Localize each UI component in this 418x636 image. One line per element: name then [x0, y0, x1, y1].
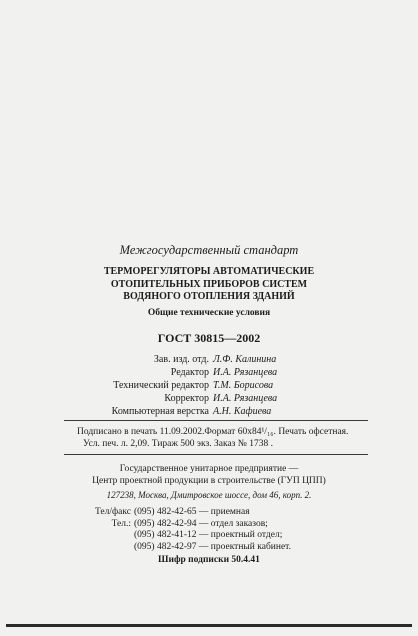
- credit-role: Технический редактор: [113, 380, 209, 391]
- contacts-block: [0, 507, 418, 553]
- publisher-address: 127238, Москва, Дмитровское шоссе, дом 46, корп. 2.: [106, 490, 312, 500]
- print-info-line: Подписано в печать 11.09.2002.Формат 60x84¹/₁₆. Печать офсетная.: [77, 427, 349, 437]
- credit-row: [0, 405, 418, 418]
- subscription-cipher: Шифр подписки 50.4.41: [158, 555, 260, 565]
- gost-number: ГОСТ 30815—2002: [157, 331, 261, 345]
- contact-value: (095) 482-42-65 — приемная: [134, 507, 250, 517]
- credit-role: Зав. изд. отд.: [153, 354, 209, 365]
- contact-row: [0, 542, 418, 554]
- credit-name: И.А. Рязанцева: [213, 367, 278, 378]
- credit-role: Компьютерная верстка: [111, 406, 209, 417]
- contact-label: Тел/факс: [94, 507, 131, 517]
- contact-row: [0, 519, 418, 531]
- standard-type: Межгосударственный стандарт: [119, 243, 299, 257]
- divider-bottom: [64, 454, 368, 455]
- contact-value: (095) 482-42-94 — отдел заказов;: [134, 518, 268, 529]
- document-title: [0, 266, 418, 304]
- credit-name: Л.Ф. Калинина: [213, 354, 277, 365]
- credit-row: [0, 366, 418, 379]
- bottom-rule: [6, 624, 412, 627]
- publisher-org-line: Центр проектной продукции в строительстве (ГУП ЦПП): [92, 476, 326, 486]
- credit-name: И.А. Рязанцева: [213, 393, 278, 404]
- print-info-line: Усл. печ. л. 2,09. Тираж 500 экз. Заказ № 1738 .: [83, 439, 273, 449]
- credit-row: [0, 392, 418, 405]
- publisher-org-line: Государственное унитарное предприятие —: [119, 464, 299, 474]
- title-line: ОТОПИТЕЛЬНЫХ ПРИБОРОВ СИСТЕМ: [110, 278, 308, 290]
- contact-value: (095) 482-41-12 — проектный отдел;: [134, 530, 283, 540]
- divider-top: [64, 420, 368, 421]
- credits-block: [0, 353, 418, 418]
- credit-role: Редактор: [170, 367, 209, 378]
- contact-row: [0, 530, 418, 542]
- contact-label: Тел.:: [111, 518, 131, 529]
- title-line: ТЕРМОРЕГУЛЯТОРЫ АВТОМАТИЧЕСКИЕ: [103, 266, 315, 277]
- credit-name: Т.М. Борисова: [213, 380, 274, 391]
- contact-value: (095) 482-42-97 — проектный кабинет.: [134, 541, 291, 552]
- credit-row: [0, 379, 418, 392]
- contact-row: [0, 507, 418, 519]
- credit-name: А.Н. Кафиева: [213, 406, 272, 417]
- credit-row: [0, 353, 418, 366]
- document-subtitle: Общие технические условия: [147, 308, 271, 318]
- title-line: ВОДЯНОГО ОТОПЛЕНИЯ ЗДАНИЙ: [123, 291, 295, 302]
- credit-role: Корректор: [164, 393, 209, 404]
